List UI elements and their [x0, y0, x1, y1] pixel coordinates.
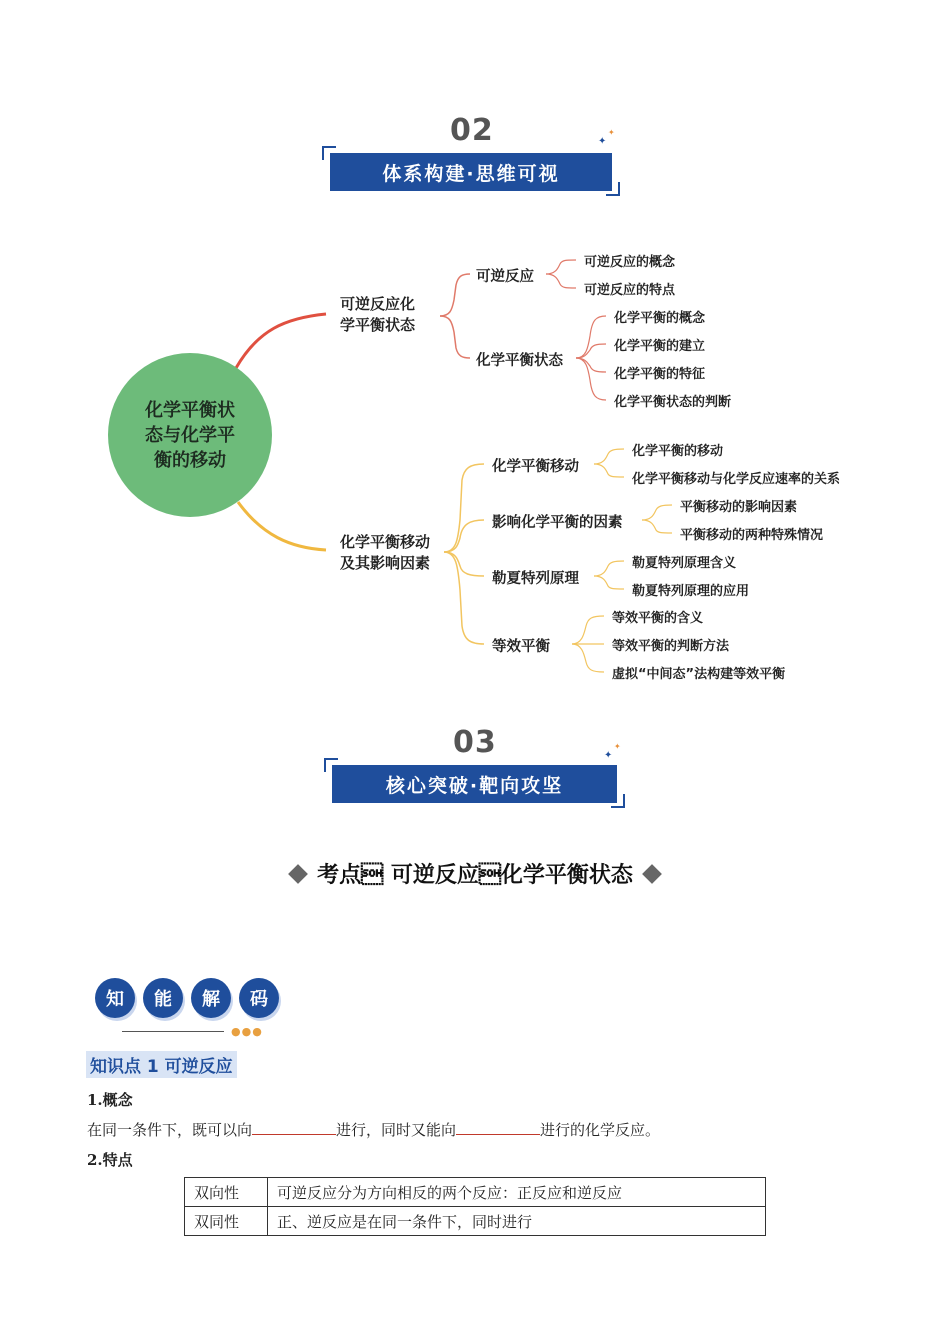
branch2-label — [340, 532, 430, 574]
leaf: 可逆反应的概念 — [584, 255, 676, 270]
leaf: 化学平衡的概念 — [614, 311, 706, 326]
leaf: 化学平衡移动与化学反应速率的关系 — [632, 472, 841, 487]
leaf: 化学平衡的移动 — [632, 444, 724, 459]
concept-heading: 1.概念 — [87, 1091, 133, 1109]
feature-key: 双向性 — [185, 1178, 268, 1207]
branch2-label-line: 及其影响因素 — [340, 554, 431, 572]
branch1-label-line: 学平衡状态 — [340, 316, 416, 334]
mindmap-center-node — [108, 353, 272, 517]
leaf: 勒夏特列原理的应用 — [632, 584, 750, 599]
leaf: 化学平衡的建立 — [614, 339, 706, 354]
fill-blank[interactable] — [252, 1120, 336, 1135]
node-le-chatelier: 勒夏特列原理 — [492, 571, 579, 587]
badge-char: 码 — [239, 978, 279, 1018]
branch2-label-line: 化学平衡移动 — [340, 533, 431, 551]
leaf: 等效平衡的判断方法 — [612, 639, 730, 654]
feature-value: 可逆反应分为方向相反的两个反应：正反应和逆反应 — [268, 1178, 766, 1207]
leaf: 勒夏特列原理含义 — [632, 556, 737, 571]
section-03-number: 03 — [453, 725, 497, 760]
sparkle-icon: ✦ — [598, 136, 607, 147]
fill-blank[interactable] — [456, 1120, 540, 1135]
feature-key: 双同性 — [185, 1207, 268, 1236]
center-line: 化学平衡状 — [145, 399, 235, 421]
branch1-label-line: 可逆反应化 — [340, 295, 416, 313]
leaf: 平衡移动的两种特殊情况 — [680, 528, 824, 543]
topic-heading — [0, 858, 950, 889]
leaf: 等效平衡的含义 — [612, 611, 704, 626]
badge-char: 知 — [95, 978, 135, 1018]
sparkle-icon: ✦ — [604, 750, 613, 761]
table-row — [185, 1178, 766, 1207]
section-02-title: 体系构建·思维可视 — [330, 153, 612, 191]
sparkle-icon: ✦ — [614, 742, 621, 751]
node-equilibrium-shift: 化学平衡移动 — [492, 459, 579, 475]
badge-char: 能 — [143, 978, 183, 1018]
branch1-label — [340, 294, 415, 336]
dots-decoration: ●●● — [231, 1025, 263, 1038]
concept-text: 进行的化学反应。 — [540, 1121, 661, 1139]
features-table — [184, 1177, 766, 1236]
feature-value: 正、逆反应是在同一条件下，同时进行 — [268, 1207, 766, 1236]
features-heading: 2.特点 — [87, 1151, 133, 1169]
knowledge-point-title: 知识点 1 可逆反应 — [86, 1051, 237, 1078]
center-line: 态与化学平 — [145, 424, 235, 446]
diamond-icon — [288, 864, 308, 884]
concept-sentence — [87, 1119, 660, 1140]
topic-heading-text: 考点 可逆反应化学平衡状态 — [317, 863, 633, 888]
banner-bracket — [611, 794, 625, 808]
table-row — [185, 1207, 766, 1236]
section-02-number: 02 — [450, 113, 494, 148]
leaf: 虚拟“中间态”法构建等效平衡 — [612, 667, 786, 682]
leaf: 平衡移动的影响因素 — [680, 500, 798, 515]
diamond-icon — [642, 864, 662, 884]
concept-text: 在同一条件下，既可以向 — [87, 1121, 253, 1139]
leaf: 化学平衡状态的判断 — [614, 395, 732, 410]
badge-underline — [122, 1031, 224, 1032]
leaf: 化学平衡的特征 — [614, 367, 706, 382]
banner-bracket — [606, 182, 620, 196]
sparkle-icon: ✦ — [608, 128, 615, 137]
node-equilibrium-state: 化学平衡状态 — [476, 353, 563, 369]
node-equivalent-equilibrium: 等效平衡 — [492, 639, 550, 655]
node-influencing-factors: 影响化学平衡的因素 — [492, 515, 623, 531]
section-03-title: 核心突破·靶向攻坚 — [332, 765, 617, 803]
leaf: 可逆反应的特点 — [584, 283, 676, 298]
badge-char: 解 — [191, 978, 231, 1018]
concept-text: 进行，同时又能向 — [336, 1121, 457, 1139]
node-reversible-reaction: 可逆反应 — [476, 269, 534, 285]
center-line: 衡的移动 — [154, 449, 226, 471]
